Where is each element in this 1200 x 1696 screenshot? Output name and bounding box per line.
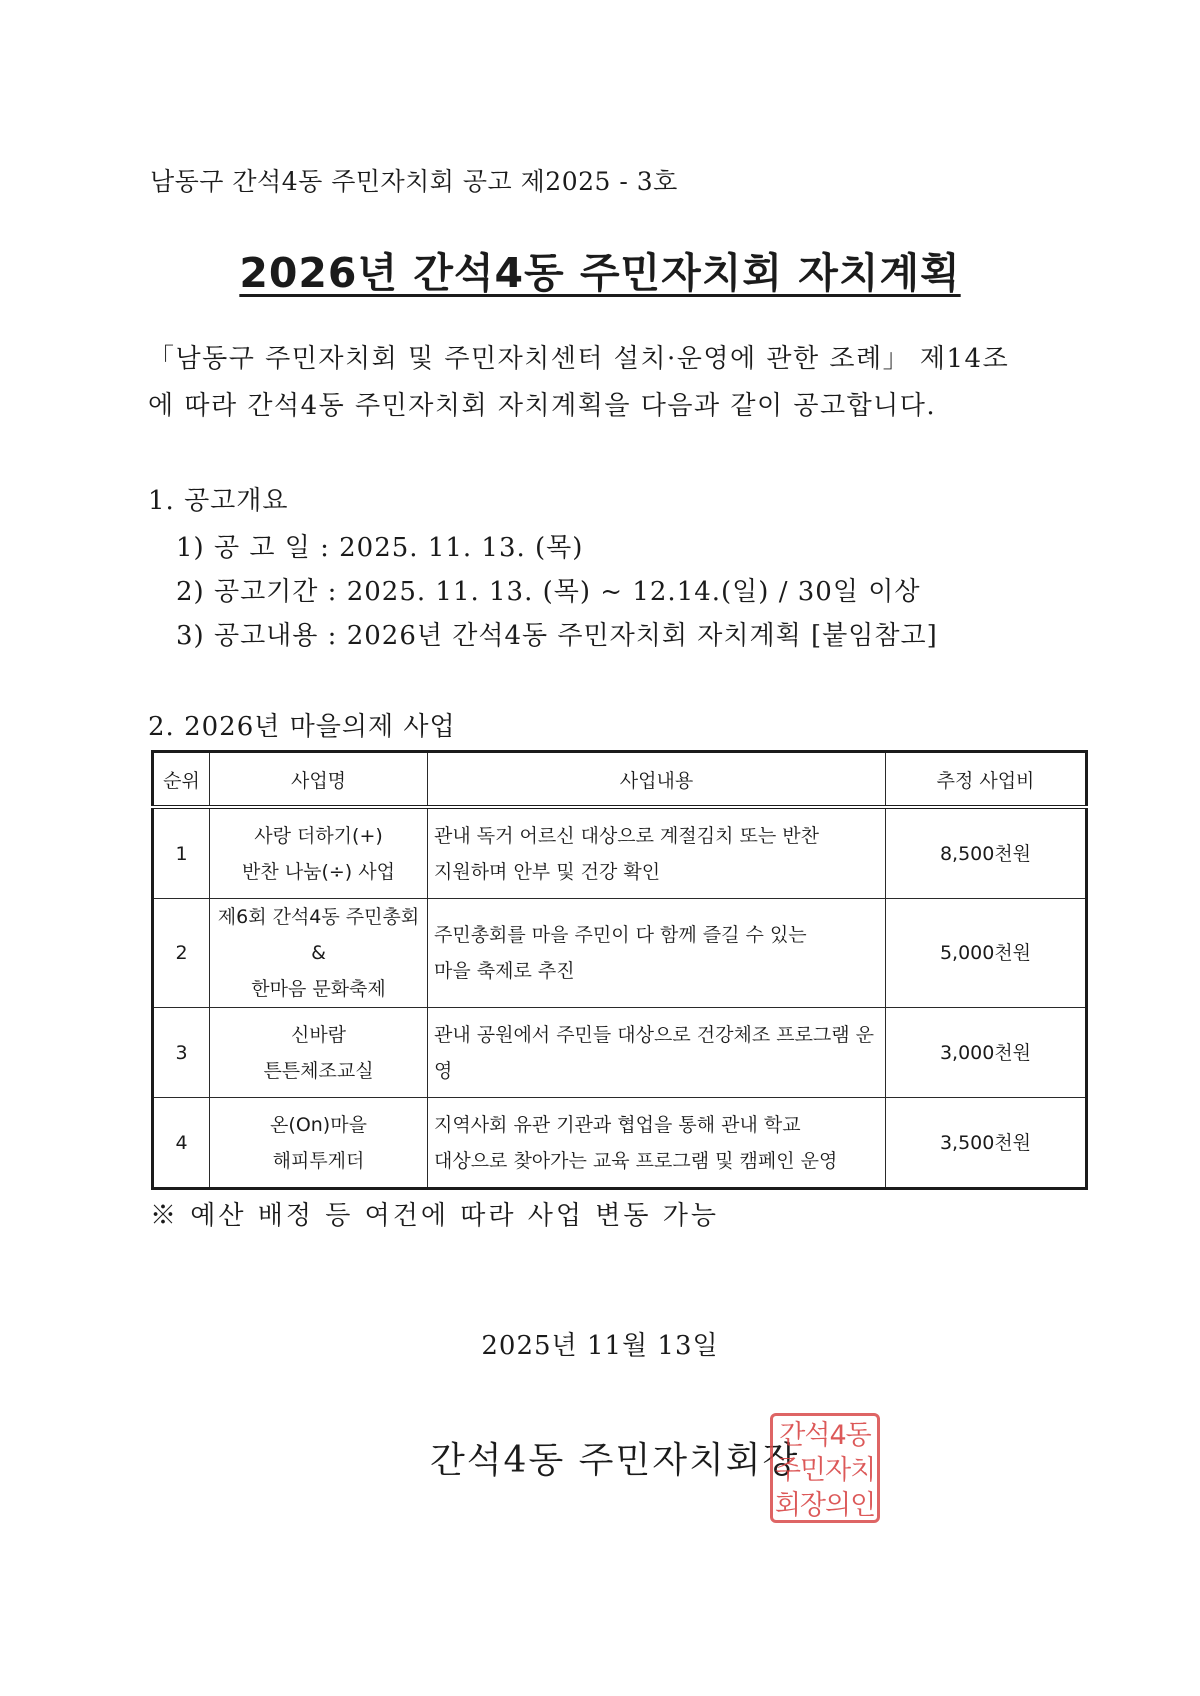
column-header: 사업내용	[428, 752, 886, 808]
official-seal-stamp	[770, 1413, 880, 1523]
table-row	[153, 807, 1087, 899]
project-name-cell: 신바람 튼튼체조교실	[210, 1008, 428, 1098]
cost-cell: 3,500천원	[886, 1098, 1087, 1189]
column-header: 순위	[153, 752, 210, 808]
intro-line: 에 따라 간석4동 주민자치회 자치계획을 다음과 같이 공고합니다.	[148, 391, 937, 421]
project-desc-cell: 지역사회 유관 기관과 협업을 통해 관내 학교 대상으로 찾아가는 교육 프로그램 및 캠페인 운영	[428, 1098, 886, 1189]
project-name-cell: 제6회 간석4동 주민총회& 한마음 문화축제	[210, 899, 428, 1008]
overview-item: 2) 공고기간 : 2025. 11. 13. (목) ~ 12.14.(일) / 30일 이상	[176, 577, 921, 607]
seal-line: 주민자치	[774, 1455, 876, 1486]
project-desc-cell: 관내 공원에서 주민들 대상으로 건강체조 프로그램 운영	[428, 1008, 886, 1098]
budget-note: ※ 예산 배정 등 여건에 따라 사업 변동 가능	[150, 1201, 719, 1231]
cost-cell: 3,000천원	[886, 1008, 1087, 1098]
rank-cell: 4	[153, 1098, 210, 1189]
project-table	[151, 750, 1088, 1190]
table-row	[153, 1098, 1087, 1189]
intro-paragraph	[148, 336, 1009, 430]
intro-line: 「남동구 주민자치회 및 주민자치센터 설치·운영에 관한 조례」 제14조	[148, 344, 1010, 374]
table-row	[153, 1008, 1087, 1098]
document-title	[0, 240, 1200, 299]
project-desc-cell: 주민총회를 마을 주민이 다 함께 즐길 수 있는 마을 축제로 추진	[428, 899, 886, 1008]
project-desc-cell: 관내 독거 어르신 대상으로 계절김치 또는 반찬 지원하며 안부 및 건강 확인	[428, 807, 886, 899]
signer-title: 간석4동 주민자치회장	[430, 1440, 800, 1481]
overview-item: 1) 공 고 일 : 2025. 11. 13. (목)	[176, 533, 584, 563]
table-row	[153, 899, 1087, 1008]
rank-cell: 1	[153, 807, 210, 899]
rank-cell: 3	[153, 1008, 210, 1098]
column-header: 사업명	[210, 752, 428, 808]
column-header: 추정 사업비	[886, 752, 1087, 808]
project-name-cell: 온(On)마을 해피투게더	[210, 1098, 428, 1189]
cost-cell: 8,500천원	[886, 807, 1087, 899]
project-name-cell: 사랑 더하기(+) 반찬 나눔(÷) 사업	[210, 807, 428, 899]
section-heading: 2. 2026년 마을의제 사업	[148, 712, 456, 742]
overview-item: 3) 공고내용 : 2026년 간석4동 주민자치회 자치계획 [붙임참고]	[176, 621, 938, 651]
notice-date: 2025년 11월 13일	[481, 1331, 719, 1361]
document-title-text: 2026년 간석4동 주민자치회 자치계획	[239, 249, 961, 297]
notice-number: 남동구 간석4동 주민자치회 공고 제2025 - 3호	[150, 167, 678, 196]
seal-line: 회장의인	[774, 1490, 876, 1521]
table-header-row	[153, 752, 1087, 808]
rank-cell: 2	[153, 899, 210, 1008]
section-heading: 1. 공고개요	[148, 486, 289, 516]
cost-cell: 5,000천원	[886, 899, 1087, 1008]
seal-line: 간석4동	[779, 1420, 871, 1451]
